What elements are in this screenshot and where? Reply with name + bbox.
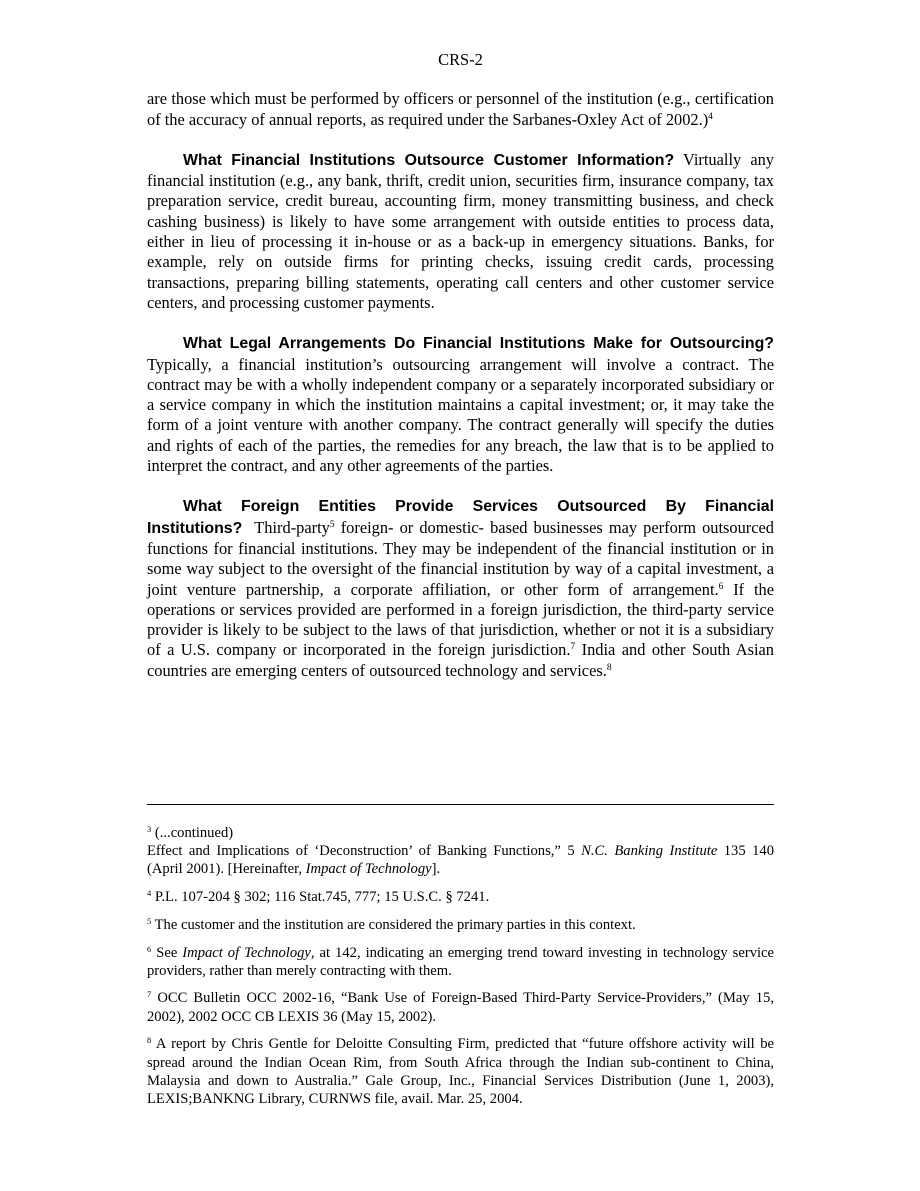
footnote-continued: (...continued) [151, 825, 234, 841]
footnote-citation: Impact of Technology [305, 861, 432, 878]
footnote-citation: N.C. Banking Institute [581, 843, 718, 860]
footnote-text: , at 142, indicating an emerging trend toward investing in technology service providers, rather than merely contracting with them. [147, 944, 775, 979]
paragraph-foreign-entities [147, 496, 774, 681]
page-header: CRS-2 [438, 50, 483, 69]
paragraph-text: Third-party [254, 517, 330, 537]
footnote-5 [147, 916, 774, 934]
footnote-number: 4 [147, 888, 152, 899]
footnote-text: A report by Chris Gentle for Deloitte Consulting Firm, predicted that “future offshore activity will be spread around the Indian Ocean Rim, from South Africa through the Indian sub-continent to China, Malaysia and down to Australia.” Gale Group, Inc., Financial Services Distribution (June 1, 2003), LEXIS;BANKNG Library, CURNWS file, avail. Mar. 25, 2004. [147, 1036, 774, 1107]
section-heading: What Foreign Entities Provide Services Outsourced By Financial Institutions? [147, 498, 774, 537]
footnote-6 [147, 944, 774, 980]
paragraph-intro [147, 89, 774, 130]
footnote-number: 6 [147, 943, 152, 954]
footnote-number: 3 [147, 824, 152, 834]
footnote-text: The customer and the institution are considered the primary parties in this context. [151, 916, 636, 933]
footnote-4 [147, 888, 774, 906]
document-page [147, 50, 774, 701]
footnote-3 [147, 824, 774, 879]
footnote-text: P.L. 107-204 § 302; 116 Stat.745, 777; 15 U.S.C. § 7241. [151, 889, 490, 906]
paragraph-text: India and other South Asian countries are emerging centers of outsourced technology and services. [147, 640, 774, 680]
footnote-text: OCC Bulletin OCC 2002-16, “Bank Use of Foreign-Based Third-Party Service-Providers,” (May 15, 2002), 2002 OCC CB LEXIS 36 (May 15, 2002). [147, 990, 774, 1025]
paragraph-legal-arrangements [147, 333, 774, 476]
footnote-number: 7 [147, 989, 152, 1000]
paragraph-text: Typically, a financial institution’s outsourcing arrangement will involve a contract. The contract may be with a wholly independent company or a separately incorporated subsidiary or a service company in which the institution maintains a capital investment; or, it may take the form of a joint venture with another company. The contract generally will specify the duties and rights of each of the parties, the remedies for any breach, the law that is to be applied to interpret the contract, and any other agreements of the parties. [147, 354, 774, 476]
paragraph-text: are those which must be performed by officers or personnel of the institution (e.g., certification of the accuracy of annual reports, as required under the Sarbanes-Oxley Act of 2002.) [147, 89, 774, 129]
footnote-ref[interactable]: 8 [606, 662, 612, 673]
paragraph-text: If the operations or services provided are performed in a foreign jurisdiction, the third-party service provider is likely to be subject to the laws of that jurisdiction, whether or not it is a subsidiary of a U.S. company or incorporated in the foreign jurisdiction. [147, 579, 774, 660]
section-heading: What Financial Institutions Outsource Customer Information? [183, 151, 675, 169]
footnote-text: 135 140 (April 2001). [Hereinafter, [147, 843, 775, 878]
footnote-divider [147, 804, 774, 805]
footnote-text: Effect and Implications of ‘Deconstruction’ of Banking Functions,” 5 [147, 843, 582, 860]
footnote-number: 5 [147, 915, 152, 926]
section-heading: What Legal Arrangements Do Financial Institutions Make for Outsourcing? [183, 335, 774, 353]
paragraph-text: foreign- or domestic- based businesses may perform outsourced functions for financial institutions. They may be independent of the financial institution or in some way subject to the oversight of the financial institution by way of a capital investment, a joint venture partnership, a corporate affiliation, or other form of arrangement. [147, 517, 775, 599]
paragraph-what-outsource [147, 150, 774, 313]
footnote-7 [147, 989, 774, 1025]
footnotes [147, 824, 774, 1118]
footnote-ref[interactable]: 6 [718, 581, 724, 592]
footnote-ref[interactable]: 5 [329, 519, 335, 530]
footnote-text: ]. [431, 861, 441, 878]
footnote-citation: Impact of Technology [182, 944, 311, 961]
footnote-ref[interactable]: 7 [570, 642, 576, 653]
footnote-8 [147, 1035, 774, 1108]
paragraph-text: Virtually any financial institution (e.g., any bank, thrift, credit union, securities firm, insurance company, tax preparation service, credit bureau, accounting firm, money transmitting business, and check cashing business) is likely to have some arrangement with outside entities to process data, either in lieu of processing it in-house or as a back-up in emergency situations. Banks, for example, rely on outside firms for printing checks, issuing credit cards, processing transactions, preparing billing statements, operating call centers and other customer service centers, and processing customer payments. [147, 149, 774, 312]
footnote-ref[interactable]: 4 [708, 111, 713, 122]
footnote-text: See [151, 944, 183, 961]
footnote-number: 8 [147, 1035, 152, 1046]
